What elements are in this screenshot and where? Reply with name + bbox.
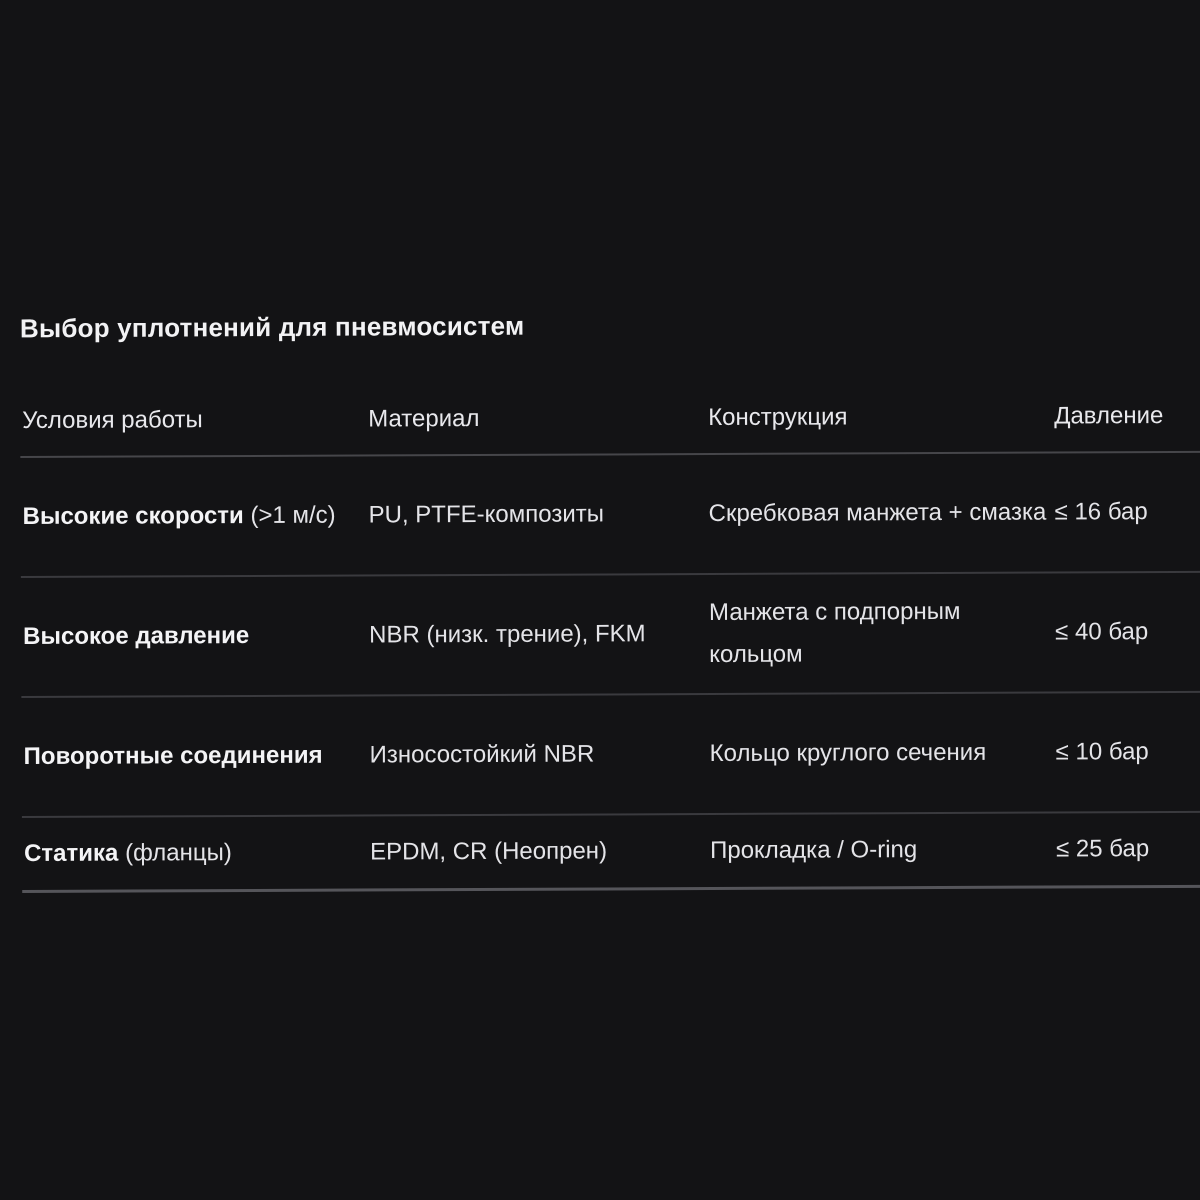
table-header-row [20,375,1200,458]
cell-condition [22,831,370,875]
header-construction: Конструкция [708,403,848,431]
cell-construction: Манжета с подпорным кольцом [708,597,961,668]
header-conditions: Условия работы [22,406,203,434]
cell-material: EPDM, CR (Неопрен) [370,837,608,866]
condition-name: Поворотные соединения [23,741,323,770]
table-title: Выбор уплотнений для пневмосистем [19,310,525,344]
table-row [22,813,1200,893]
condition-note: (фланцы) [118,839,232,867]
table-row [20,453,1200,578]
cell-construction: Прокладка / O-ring [710,836,918,864]
cell-condition [21,614,369,658]
cell-condition [21,494,369,538]
cell-condition [22,734,370,778]
condition-name: Статика [24,839,119,867]
table-row [21,573,1200,698]
cell-pressure: ≤ 25 бар [1055,835,1150,863]
table-row [21,693,1200,818]
header-material: Материал [368,404,480,433]
cell-pressure: ≤ 16 бар [1054,498,1148,526]
cell-material: PU, PTFE-композиты [368,500,605,529]
cell-pressure: ≤ 40 бар [1055,618,1149,646]
cell-pressure: ≤ 10 бар [1055,738,1149,766]
condition-name: Высокие скорости [22,502,244,530]
cell-material: Износостойкий NBR [369,740,595,769]
header-pressure: Давление [1054,402,1164,430]
cell-construction: Скребковая манжета + смазка [708,498,1047,527]
cell-construction: Кольцо круглого сечения [709,738,987,767]
condition-note: (>1 м/с) [243,501,336,530]
cell-material: NBR (низк. трение), FKM [369,620,646,649]
condition-name: Высокое давление [23,622,250,650]
seal-selection-table [20,375,1200,893]
